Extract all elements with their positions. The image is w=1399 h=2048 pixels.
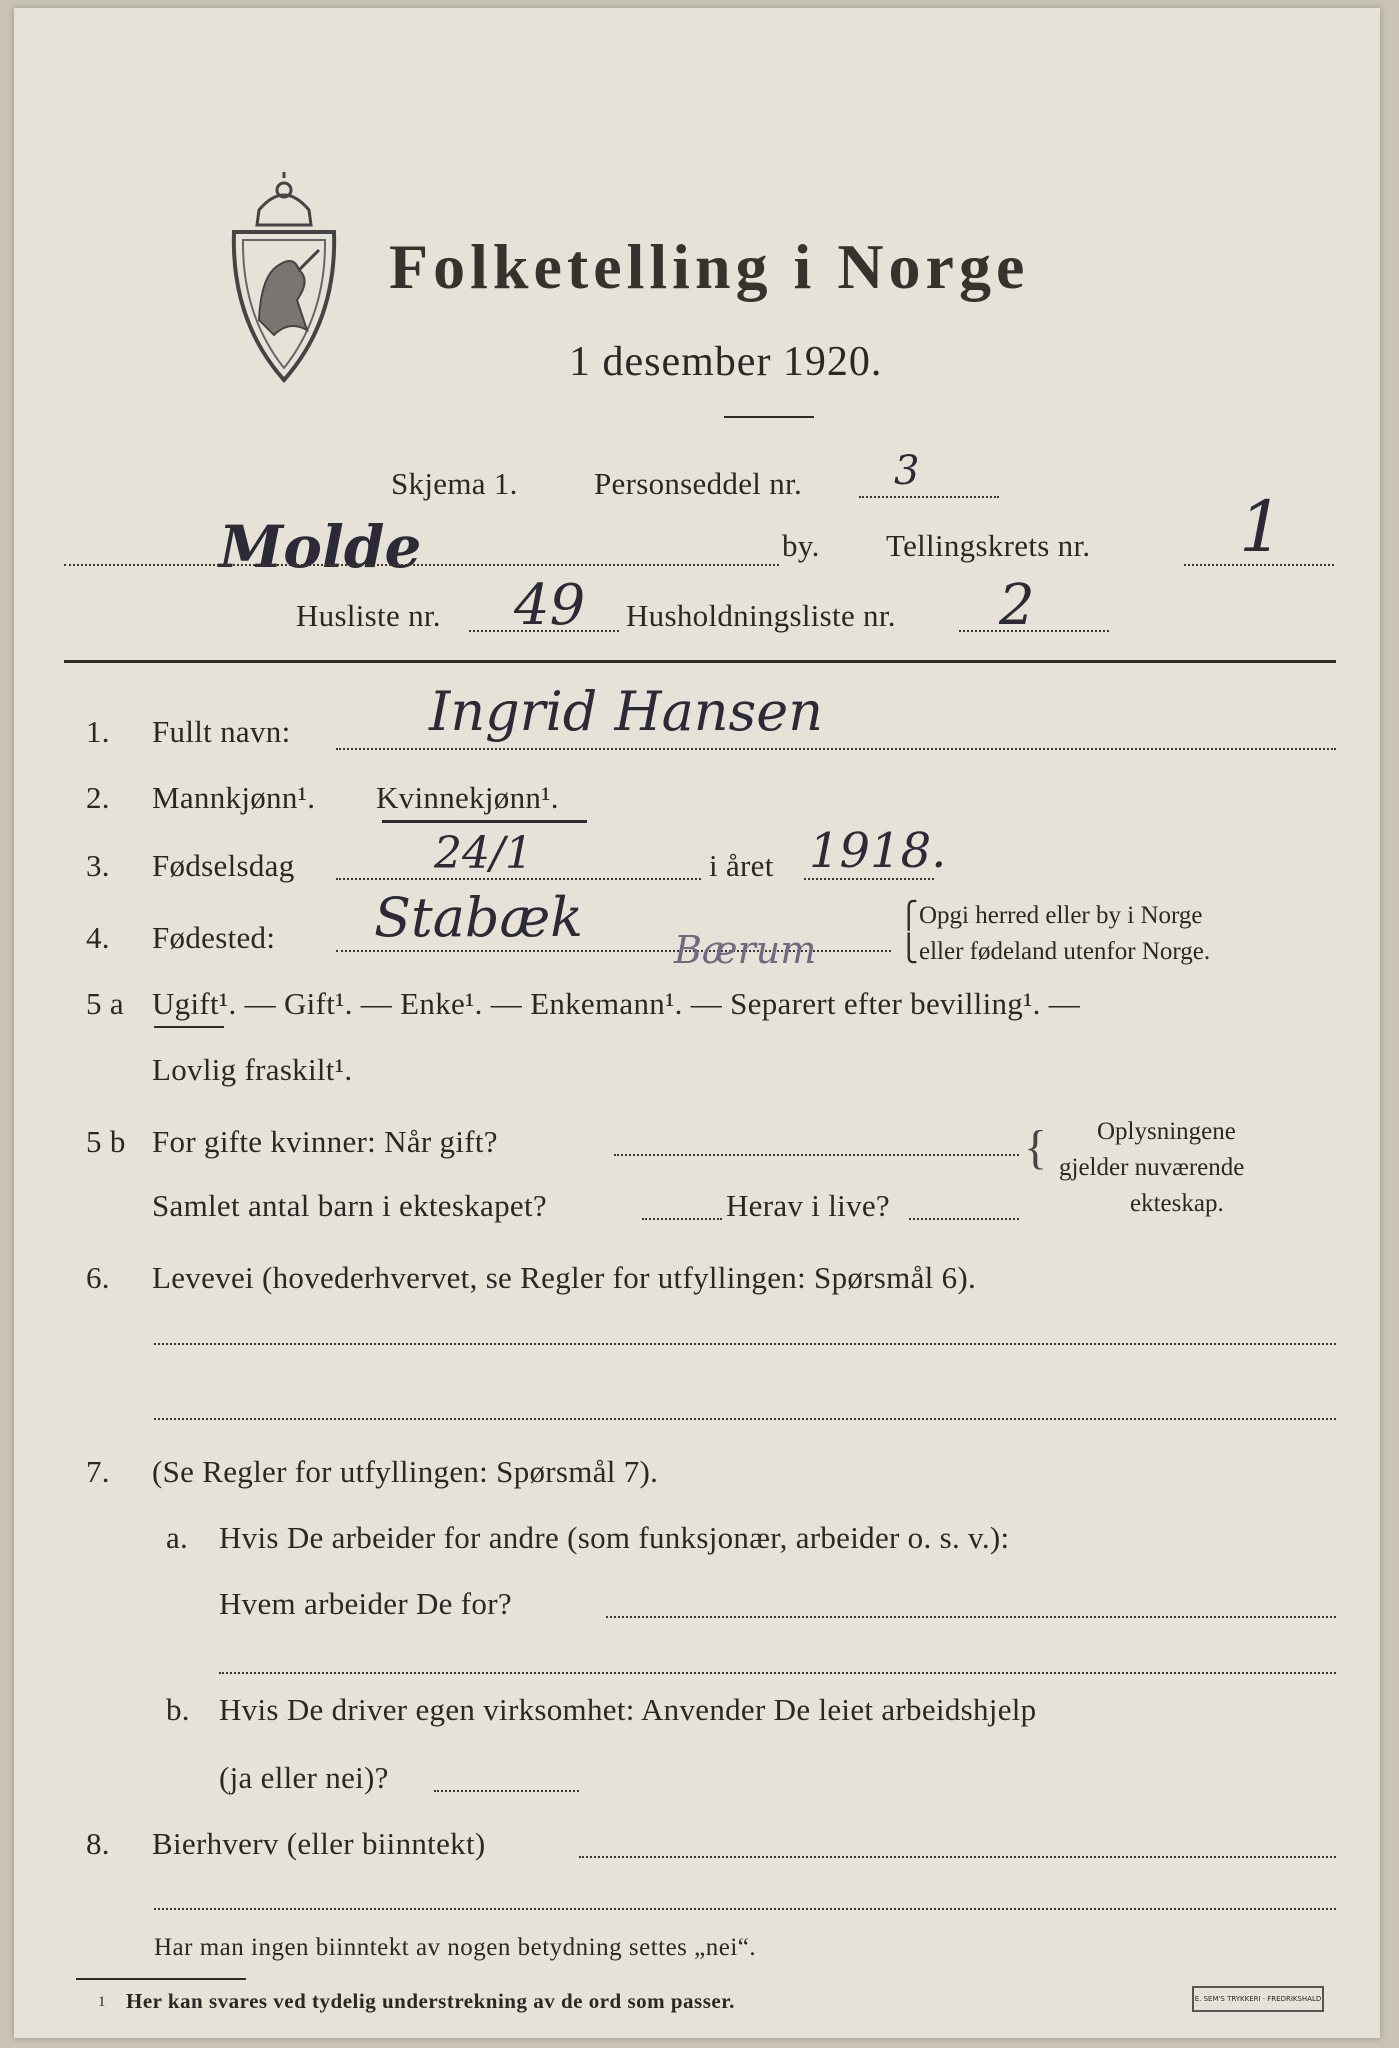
husholdning-value: 2 <box>999 573 1035 638</box>
q7a-employer-line <box>606 1616 1336 1618</box>
printer-stamp: E. SEM'S TRYKKERI · FREDRIKSHALD <box>1192 1986 1324 2012</box>
q4-label: Fødested: <box>152 920 276 955</box>
q7a-line1: Hvis De arbeider for andre (som funksjonær, arbeider o. s. v.): <box>219 1520 1010 1555</box>
city-value: Molde <box>219 513 422 581</box>
q7a-line2: Hvem arbeider De for? <box>219 1586 512 1621</box>
q8-line2 <box>154 1908 1336 1910</box>
q3-value: 24/1 <box>434 828 533 879</box>
q2-number: 2. <box>86 780 110 815</box>
q1-value: Ingrid Hansen <box>429 680 824 743</box>
q4-number: 4. <box>86 920 110 955</box>
q5b-brace: { <box>1024 1121 1048 1174</box>
city-line <box>64 564 779 566</box>
husholdning-label: Husholdningsliste nr. <box>626 598 896 633</box>
skjema-label: Skjema 1. <box>391 466 518 501</box>
q5b-number: 5 b <box>86 1124 126 1159</box>
q4-brace-top: ⎧ <box>899 901 919 930</box>
q6-line2 <box>154 1418 1336 1420</box>
q4-note-line2: eller fødeland utenfor Norge. <box>919 938 1211 965</box>
q4-brace-bottom: ⎩ <box>899 934 919 963</box>
q7b-letter: b. <box>166 1692 190 1727</box>
q2-female-underline <box>382 820 587 823</box>
q1-number: 1. <box>86 714 110 749</box>
q1-label: Fullt navn: <box>152 714 291 749</box>
q5b-line2b: Herav i live? <box>726 1188 890 1223</box>
q2-female: Kvinnekjønn¹. <box>376 780 559 815</box>
tellingskrets-label: Tellingskrets nr. <box>886 528 1091 563</box>
q1-line <box>336 748 1336 750</box>
personseddel-value: 3 <box>894 448 920 494</box>
form-date: 1 desember 1920. <box>569 339 883 385</box>
q7-text: (Se Regler for utfyllingen: Spørsmål 7). <box>152 1454 659 1489</box>
q5a-number: 5 a <box>86 986 124 1021</box>
q7-number: 7. <box>86 1454 110 1489</box>
q5a-options: Ugift¹. — Gift¹. — Enke¹. — Enkemann¹. — Separert efter bevilling¹. — <box>152 986 1081 1021</box>
census-form-page <box>14 8 1380 2038</box>
coat-of-arms-emblem <box>219 170 349 393</box>
q7b-line2: (ja eller nei)? <box>219 1760 389 1795</box>
q7b-answer-line <box>434 1790 579 1792</box>
q5b-note-line3: ekteskap. <box>1130 1190 1224 1217</box>
q5b-line2a: Samlet antal barn i ekteskapet? <box>152 1188 547 1223</box>
husliste-label: Husliste nr. <box>296 598 441 633</box>
q4-value-secondary: Bærum <box>674 928 817 972</box>
form-title: Folketelling i Norge <box>389 231 1030 302</box>
q5a-ugift-underline <box>154 1026 224 1028</box>
q5b-married-line <box>614 1154 1019 1156</box>
q7a-letter: a. <box>166 1520 189 1555</box>
q6-number: 6. <box>86 1260 110 1295</box>
q3-label: Fødselsdag <box>152 848 295 883</box>
title-divider <box>724 416 814 418</box>
q2-male: Mannkjønn¹. <box>152 780 316 815</box>
header-rule <box>64 660 1336 663</box>
q6-line1 <box>154 1343 1336 1345</box>
q8-text: Bierhverv (eller biinntekt) <box>152 1826 486 1861</box>
q3-number: 3. <box>86 848 110 883</box>
tellingskrets-value: 1 <box>1239 486 1284 568</box>
q5b-children-line <box>642 1218 722 1220</box>
q5b-note-line1: Oplysningene <box>1097 1118 1236 1145</box>
q5b-note-line2: gjelder nuværende <box>1059 1154 1245 1181</box>
q7b-line1: Hvis De driver egen virksomhet: Anvender De leiet arbeidshjelp <box>219 1692 1037 1727</box>
footer-note: Har man ingen biinntekt av nogen betydning settes „nei“. <box>154 1934 757 1961</box>
personseddel-label: Personseddel nr. <box>594 466 802 501</box>
footnote-rule <box>76 1978 246 1980</box>
q8-number: 8. <box>86 1826 110 1861</box>
husliste-value: 49 <box>514 573 586 638</box>
q5b-alive-line <box>909 1218 1019 1220</box>
q6-text: Levevei (hovederhvervet, se Regler for utfyllingen: Spørsmål 6). <box>152 1260 977 1295</box>
personseddel-line <box>859 496 999 498</box>
q4-note-line1: Opgi herred eller by i Norge <box>919 902 1203 929</box>
footnote-number: 1 <box>98 1994 106 2010</box>
q3-year-label: i året <box>709 848 774 883</box>
q8-line1 <box>579 1856 1336 1858</box>
footnote-text: Her kan svares ved tydelig understrekning av de ord som passer. <box>126 1989 735 2013</box>
by-label: by. <box>782 528 820 563</box>
q4-value: Stabæk <box>374 886 583 949</box>
q5a-options-line2: Lovlig fraskilt¹. <box>152 1052 353 1087</box>
q5b-line1: For gifte kvinner: Når gift? <box>152 1124 498 1159</box>
q7a-extra-line <box>219 1672 1336 1674</box>
q3-year-value: 1918. <box>809 823 947 879</box>
